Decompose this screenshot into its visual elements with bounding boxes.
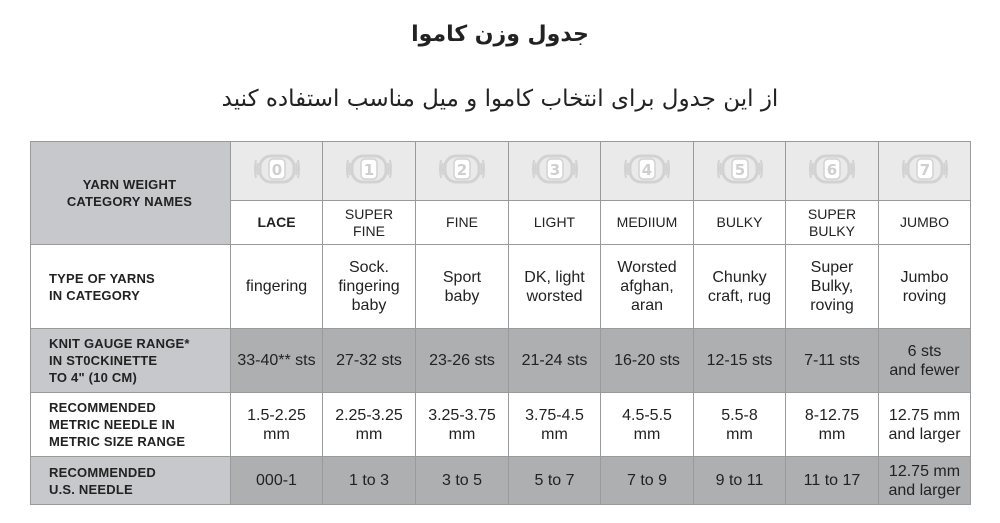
row-label: TYPE OF YARNS IN CATEGORY: [31, 245, 231, 329]
yarn-skein-icon: [437, 152, 487, 186]
table-cell: 7 to 9: [601, 457, 694, 505]
page-subtitle: از این جدول برای انتخاب کاموا و میل مناسب استفاده کنید: [221, 86, 779, 112]
table-cell: Jumbo roving: [879, 245, 971, 329]
table-cell: 11 to 17: [786, 457, 879, 505]
table-cell: 5 to 7: [509, 457, 601, 505]
metric-needle-row: [31, 393, 971, 457]
table-cell: 23-26 sts: [416, 329, 509, 393]
category-name: LACE: [231, 201, 323, 245]
table-cell: 000-1: [231, 457, 323, 505]
yarn-types-row: [31, 245, 971, 329]
table-cell: Super Bulky, roving: [786, 245, 879, 329]
table-cell: 9 to 11: [694, 457, 786, 505]
yarn-skein-icon: [900, 152, 950, 186]
table-cell: 5.5-8 mm: [694, 393, 786, 457]
yarn-weight-table: [30, 141, 971, 505]
category-name: LIGHT: [509, 201, 601, 245]
yarn-icon-cell: [416, 142, 509, 201]
category-name: MEDIIUM: [601, 201, 694, 245]
yarn-skein-icon: [622, 152, 672, 186]
yarn-weight-number: 4: [641, 160, 653, 179]
table-cell: 1.5-2.25 mm: [231, 393, 323, 457]
table-cell: 7-11 sts: [786, 329, 879, 393]
table-cell: 27-32 sts: [323, 329, 416, 393]
yarn-skein-icon: [344, 152, 394, 186]
table-cell: 3.75-4.5 mm: [509, 393, 601, 457]
yarn-weight-number: 5: [734, 160, 745, 179]
table-cell: 12.75 mm and larger: [879, 393, 971, 457]
yarn-weight-number: 1: [363, 160, 375, 179]
yarn-skein-icon: [715, 152, 765, 186]
table-cell: Sport baby: [416, 245, 509, 329]
knit-gauge-row: [31, 329, 971, 393]
category-name: FINE: [416, 201, 509, 245]
yarn-icon-cell: [694, 142, 786, 201]
yarn-weight-number: 6: [826, 160, 838, 179]
table-cell: DK, light worsted: [509, 245, 601, 329]
yarn-skein-icon: [807, 152, 857, 186]
yarn-icon-cell: [879, 142, 971, 201]
yarn-skein-icon: [252, 152, 302, 186]
table-cell: 6 sts and fewer: [879, 329, 971, 393]
row-label: RECOMMENDED METRIC NEEDLE IN METRIC SIZE RANGE: [31, 393, 231, 457]
category-name: BULKY: [694, 201, 786, 245]
yarn-weight-number: 0: [271, 160, 282, 179]
category-name: SUPER FINE: [323, 201, 416, 245]
table-cell: 3 to 5: [416, 457, 509, 505]
page-title: جدول وزن کاموا: [411, 22, 589, 47]
category-header-label: YARN WEIGHT CATEGORY NAMES: [31, 142, 231, 245]
table-cell: fingering: [231, 245, 323, 329]
table-cell: 12.75 mm and larger: [879, 457, 971, 505]
yarn-icon-cell: [786, 142, 879, 201]
table-cell: 16-20 sts: [601, 329, 694, 393]
table-cell: 3.25-3.75 mm: [416, 393, 509, 457]
table-cell: 33-40** sts: [231, 329, 323, 393]
yarn-icon-cell: [601, 142, 694, 201]
table-cell: 8-12.75 mm: [786, 393, 879, 457]
table-cell: 1 to 3: [323, 457, 416, 505]
yarn-weight-number: 2: [456, 160, 468, 179]
category-name: JUMBO: [879, 201, 971, 245]
yarn-skein-icon: [530, 152, 580, 186]
table-cell: Worsted afghan, aran: [601, 245, 694, 329]
row-label: RECOMMENDED U.S. NEEDLE: [31, 457, 231, 505]
yarn-weight-number: 7: [919, 160, 930, 179]
row-label: KNIT GAUGE RANGE* IN ST0CKINETTE TO 4" (10 CM): [31, 329, 231, 393]
table-cell: 4.5-5.5 mm: [601, 393, 694, 457]
table-cell: Sock. fingering baby: [323, 245, 416, 329]
table-cell: Chunky craft, rug: [694, 245, 786, 329]
yarn-icon-cell: [323, 142, 416, 201]
table-cell: 2.25-3.25 mm: [323, 393, 416, 457]
yarn-weight-number: 3: [549, 160, 560, 179]
table-cell: 12-15 sts: [694, 329, 786, 393]
us-needle-row: [31, 457, 971, 505]
table-cell: 21-24 sts: [509, 329, 601, 393]
yarn-icon-cell: [509, 142, 601, 201]
yarn-icon-cell: [231, 142, 323, 201]
category-name: SUPER BULKY: [786, 201, 879, 245]
